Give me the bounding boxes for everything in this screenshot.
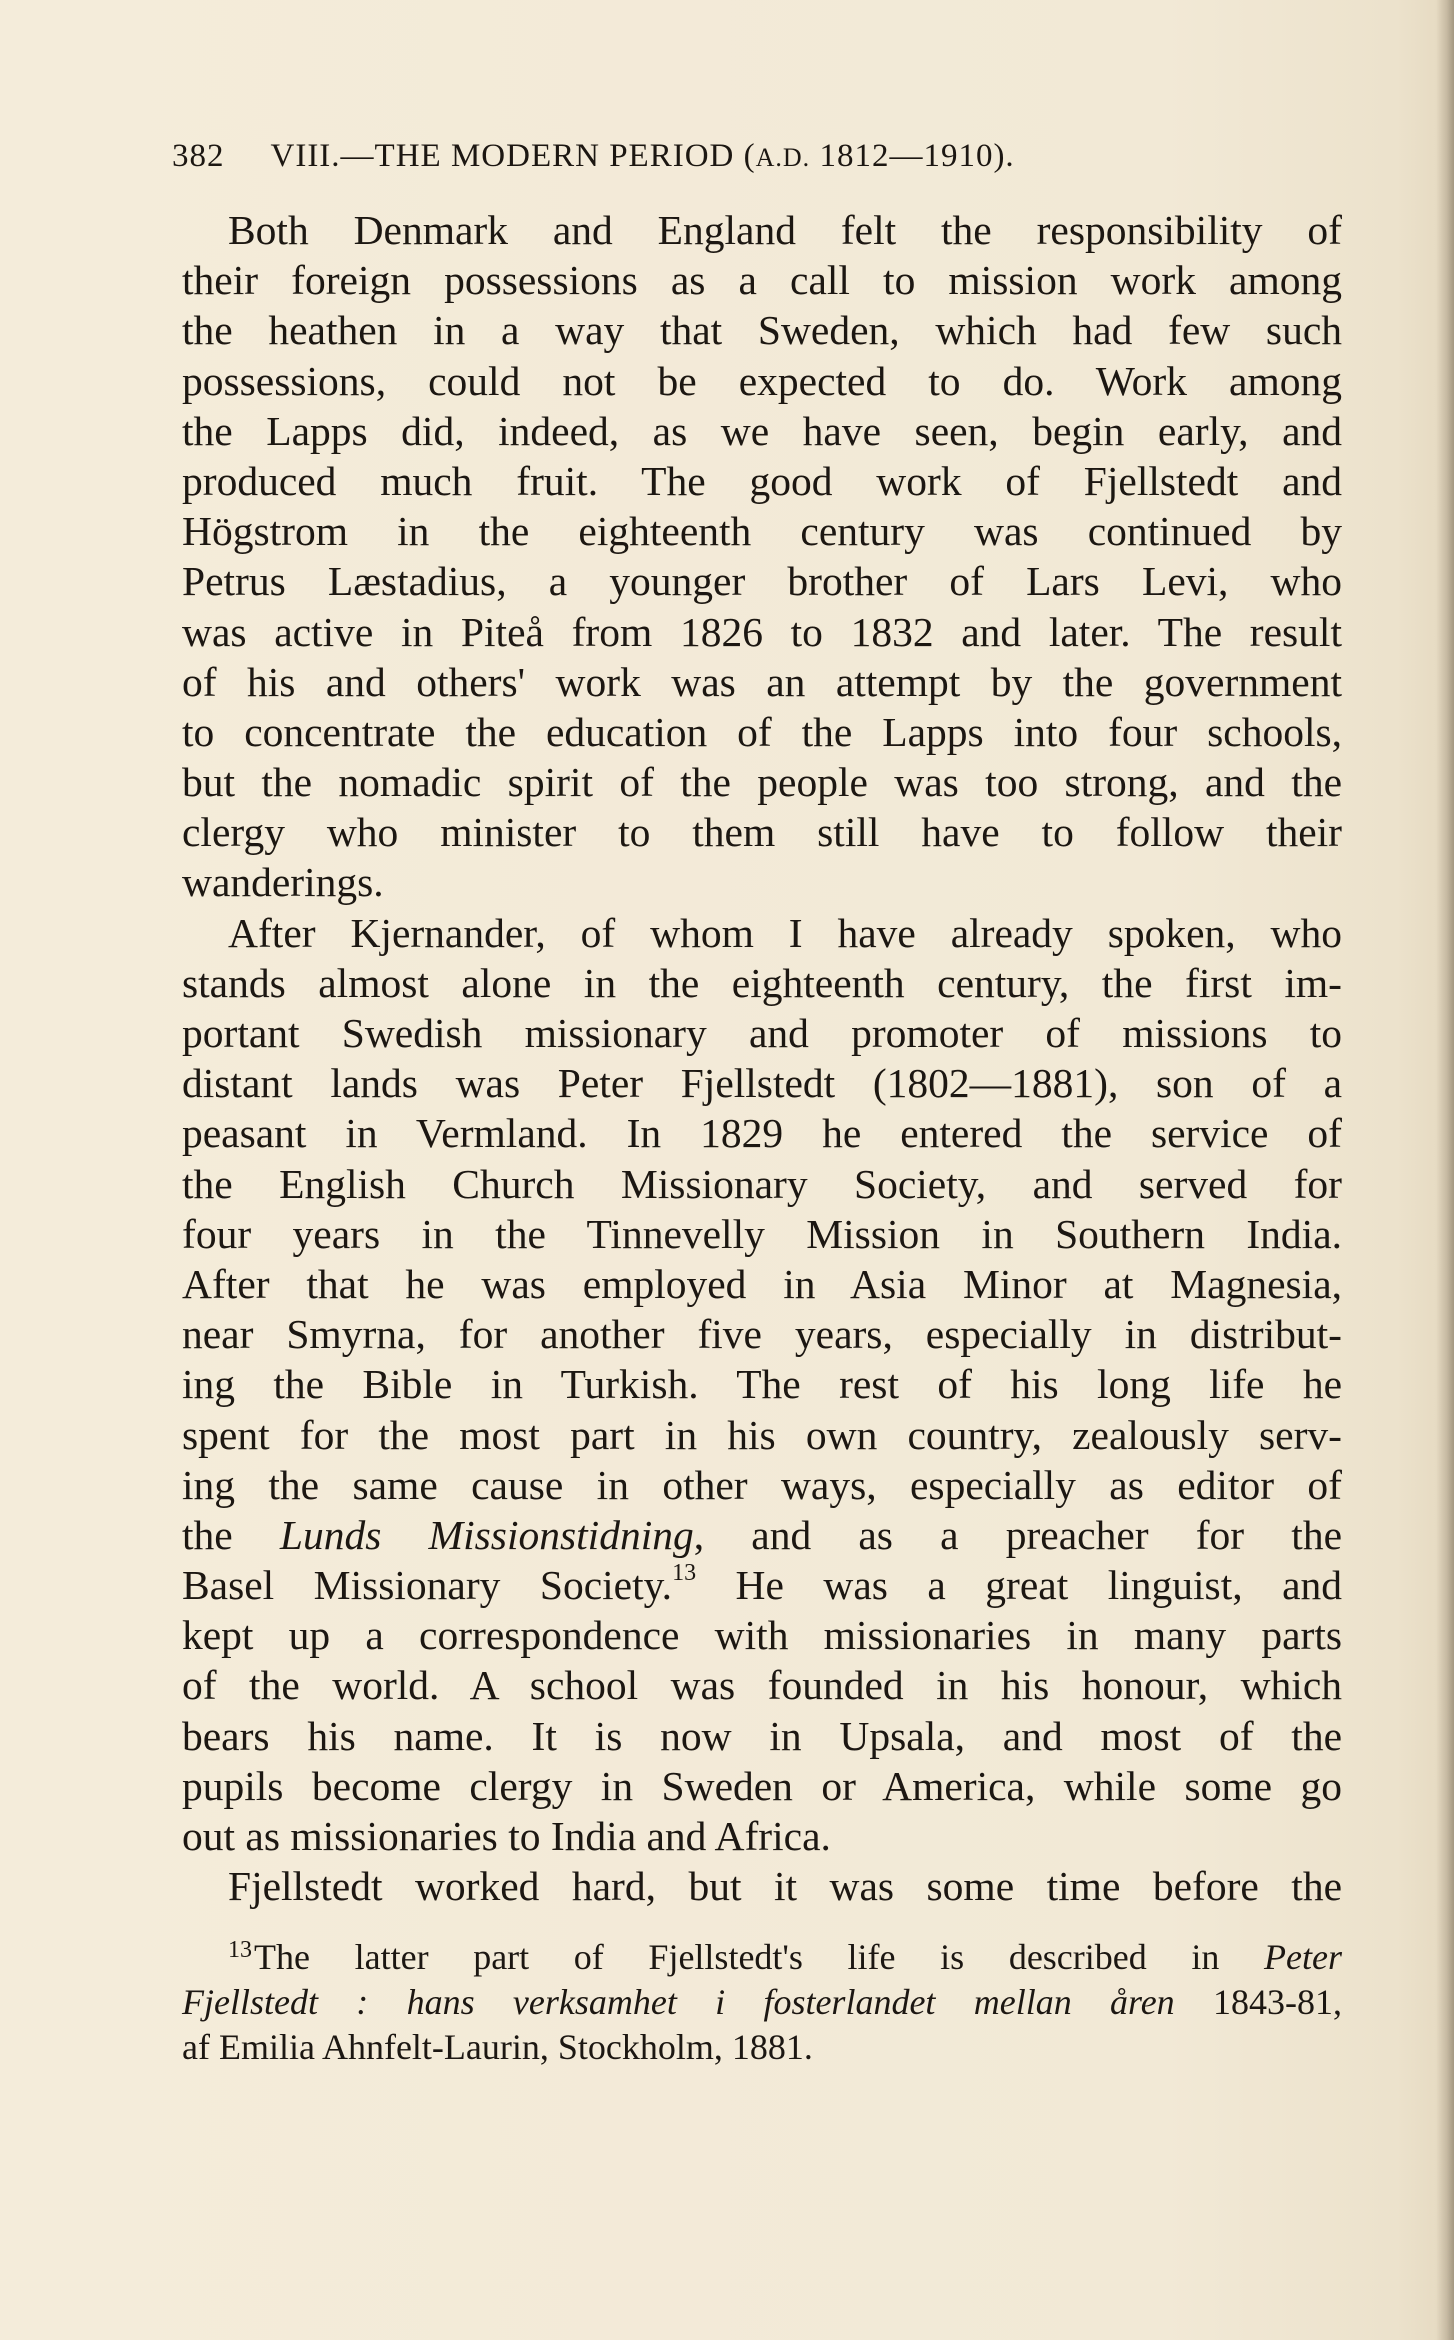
line-text-pre: Basel Missionary Society. <box>182 1562 673 1609</box>
period-years: 1812—1910). <box>810 138 1015 174</box>
text-line: four years in the Tinnevelly Mission in Southern India. <box>182 1210 1342 1257</box>
text-line: bears his name. It is now in Upsala, and most of the <box>182 1712 1342 1759</box>
text-line: peasant in Vermland. In 1829 he entered the service of <box>182 1110 1342 1157</box>
text-line: was active in Piteå from 1826 to 1832 and later. The result <box>182 608 1342 655</box>
text-line-italic-title <box>182 1510 1342 1560</box>
running-header <box>172 138 1352 178</box>
text-line: After that he was employed in Asia Minor at Magnesia, <box>182 1260 1342 1307</box>
text-line: ing the Bible in Turkish. The rest of his long life he <box>182 1361 1342 1408</box>
text-line: Both Denmark and England felt the responsibility of <box>228 207 1342 253</box>
text-line: Högstrom in the eighteenth century was continued by <box>182 508 1342 555</box>
footnote-text: 1843-81, <box>1174 1982 1342 2022</box>
footnote-reference: 13 <box>672 1560 697 1587</box>
text-line: to concentrate the education of the Lapps into four schools, <box>182 708 1342 755</box>
text-line: out as missionaries to India and Africa. <box>182 1813 831 1859</box>
text-line: the English Church Missionary Society, and served for <box>182 1160 1342 1207</box>
text-line: wanderings. <box>182 859 384 906</box>
footnote-marker: 13 <box>228 1937 252 1963</box>
main-text <box>182 205 1342 1911</box>
line-text-pre: the <box>182 1511 280 1558</box>
era-abbreviation: A.D. <box>755 143 811 172</box>
line-text-post: He was a great linguist, and <box>696 1562 1343 1609</box>
footnote-text: The latter part of Fjellstedt's life is described in <box>254 1937 1265 1977</box>
footnote-line: af Emilia Ahnfelt-Laurin, Stockholm, 1881. <box>182 2027 813 2067</box>
footnote-book-title: Peter <box>1264 1937 1342 1977</box>
chapter-title: VIII.—THE MODERN PERIOD ( <box>270 138 756 174</box>
footnote-book-title: Fjellstedt : hans verksamhet i fosterlandet mellan åren <box>182 1982 1175 2022</box>
text-line: pupils become clergy in Sweden or America, while some go <box>182 1762 1342 1809</box>
text-line: near Smyrna, for another five years, especially in distribut- <box>182 1311 1342 1358</box>
page-number: 382 <box>172 138 225 174</box>
text-line: produced much fruit. The good work of Fjellstedt and <box>182 457 1342 504</box>
footnote <box>182 1935 1342 2070</box>
text-line: the heathen in a way that Sweden, which had few such <box>182 307 1342 354</box>
text-line: distant lands was Peter Fjellstedt (1802—1881), son of a <box>182 1060 1342 1107</box>
text-line: their foreign possessions as a call to mission work among <box>182 257 1342 304</box>
text-line-with-footnote-ref <box>182 1560 1342 1610</box>
text-line: After Kjernander, of whom I have already spoken, who <box>228 909 1342 956</box>
text-line: of the world. A school was founded in his honour, which <box>182 1662 1342 1709</box>
text-line: kept up a correspondence with missionaries in many parts <box>182 1612 1342 1659</box>
text-line: but the nomadic spirit of the people was too strong, and the <box>182 759 1342 806</box>
text-line: portant Swedish missionary and promoter of missions to <box>182 1010 1342 1056</box>
text-line: spent for the most part in his own country, zealously serv- <box>182 1411 1342 1458</box>
text-line: ing the same cause in other ways, especially as editor of <box>182 1461 1342 1508</box>
text-line: of his and others' work was an attempt by the government <box>182 658 1342 705</box>
text-line: Petrus Læstadius, a younger brother of Lars Levi, who <box>182 558 1342 605</box>
text-line: clergy who minister to them still have to follow their <box>182 809 1342 856</box>
text-line: stands almost alone in the eighteenth century, the first im- <box>182 959 1342 1006</box>
text-line: Fjellstedt worked hard, but it was some time before the <box>228 1863 1342 1910</box>
page-edge-shadow <box>1436 0 1454 2340</box>
footnote-line <box>182 1980 1342 2025</box>
text-line: the Lapps did, indeed, as we have seen, begin early, and <box>182 407 1342 454</box>
footnote-line <box>182 1935 1342 1980</box>
text-line: possessions, could not be expected to do. Work among <box>182 357 1342 404</box>
periodical-title: Lunds Missionstidning <box>279 1511 694 1558</box>
line-text-post: , and as a preacher for the <box>693 1511 1343 1558</box>
